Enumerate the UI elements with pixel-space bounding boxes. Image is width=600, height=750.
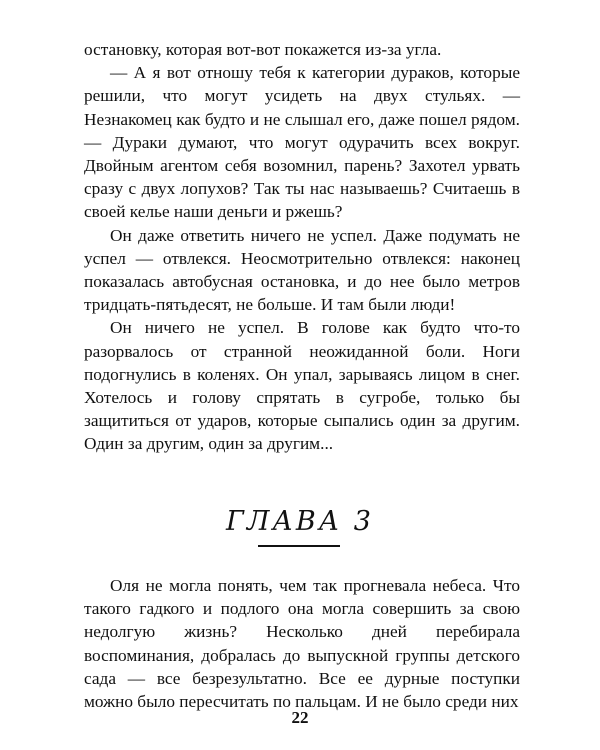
text-block-top xyxy=(84,38,520,456)
chapter-underline xyxy=(258,545,340,547)
paragraph-bus-stop: Он даже ответить ничего не успел. Даже подумать не успел — отвлекся. Неосмотрительно отвлекся: наконец показалась автобусная остановка, и до нее было метров тридцать-пятьдесят, не больше. И там были люди! xyxy=(84,225,520,315)
paragraph-stranger-speech: — А я вот отношу тебя к категории дураков, которые решили, что могут усидеть на двух стульях. — Незнакомец как будто и не слышал его, даже пошел рядом. — Дураки думают, что могут одурачить всех вокруг. Двойным агентом себя возомнил, парень? Захотел урвать сразу с двух лопухов? Так ты нас называешь? Считаешь в своей келье наши деньги и ржешь? xyxy=(84,63,520,222)
text-block-bottom xyxy=(84,574,520,713)
paragraph-continuation: остановку, которая вот-вот покажется из-за угла. xyxy=(84,40,442,59)
paragraph-attack: Он ничего не успел. В голове как будто что-то разорвалось от странной неожиданной боли. Ноги подогнулись в коленях. Он упал, зарываясь лицом в снег. Хотелось и голову спрятать в сугробе, только бы защититься от ударов, которые сыпались один за другим. Один за другим, один за другим... xyxy=(84,318,520,454)
chapter-heading: ГЛАВА 3 xyxy=(226,506,374,537)
paragraph-olya: Оля не могла понять, чем так прогневала небеса. Что такого гадкого и подлого она могла совершить за свою недолгую жизнь? Несколько дней перебирала воспоминания, добралась до выпускной группы детского сада — все безрезультатно. Все ее дурные поступки можно было пересчитать по пальцам. И не было среди них xyxy=(84,576,520,712)
page-number: 22 xyxy=(291,708,309,727)
